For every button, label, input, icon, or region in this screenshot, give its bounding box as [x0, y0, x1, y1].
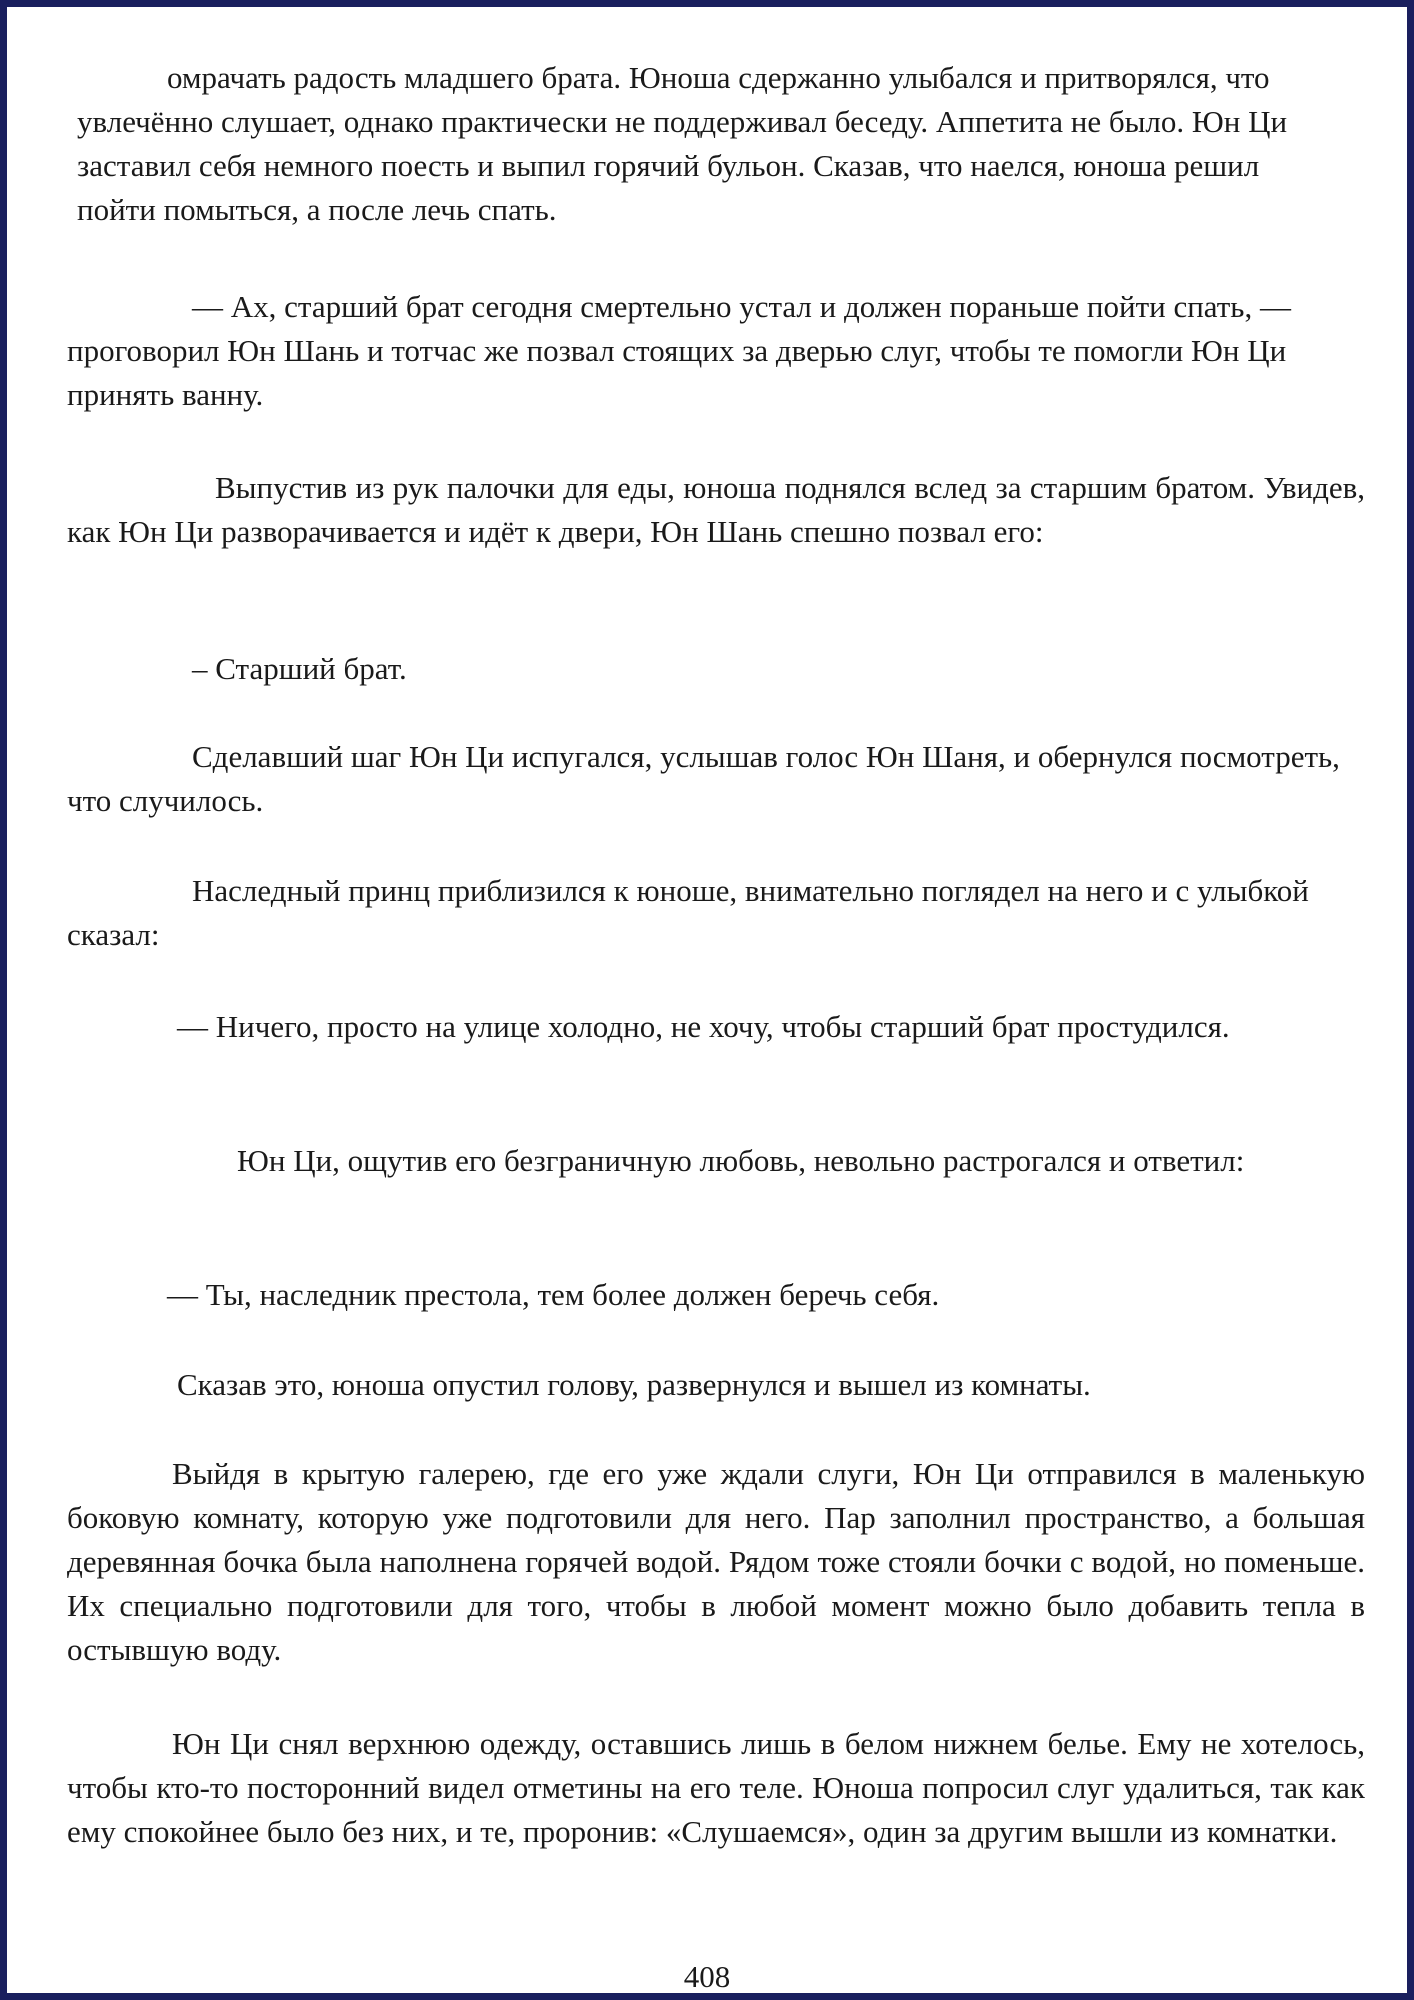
paragraph-12: Юн Ци снял верхнюю одежду, оставшись лишь в белом нижнем белье. Ему не хотелось, чтобы кто-то посторонний видел отметины на его теле. Юноша попросил слуг удалиться, так как ему спокойнее было без них, и те, проронив: «Слушаемся», один за другим вышли из комнатки.: [67, 1726, 1365, 1849]
paragraph-8: Юн Ци, ощутив его безграничную любовь, невольно растрогался и ответил:: [237, 1143, 1245, 1178]
paragraph-9: — Ты, наследник престола, тем более должен беречь себя.: [167, 1277, 940, 1312]
paragraph-10: Сказав это, юноша опустил голову, развернулся и вышел из комнаты.: [177, 1367, 1091, 1402]
paragraph-4: – Старший брат.: [192, 651, 407, 686]
paragraph-1: омрачать радость младшего брата. Юноша сдержанно улыбался и притворялся, что увлечённо слушает, однако практически не поддерживал беседу. Аппетита не было. Юн Ци заставил себя немного поесть и выпил горячий бульон. Сказав, что наелся, юноша решил пойти помыться, а после лечь спать.: [77, 60, 1288, 227]
paragraph-2: — Ах, старший брат сегодня смертельно устал и должен пораньше пойти спать, — проговорил Юн Шань и тотчас же позвал стоящих за дверью слуг, чтобы те помогли Юн Ци принять ванну.: [67, 289, 1291, 412]
paragraph-11: Выйдя в крытую галерею, где его уже ждали слуги, Юн Ци отправился в маленькую боковую комнату, которую уже подготовили для него. Пар заполнил пространство, а большая деревянная бочка была наполнена горячей водой. Рядом тоже стояли бочки с водой, но поменьше. Их специально подготовили для того, чтобы в любой момент можно было добавить тепла в остывшую воду.: [67, 1456, 1365, 1667]
paragraph-3: Выпустив из рук палочки для еды, юноша поднялся вслед за старшим братом. Увидев, как Юн Ци разворачивается и идёт к двери, Юн Шань спешно позвал его:: [67, 470, 1365, 549]
paragraph-5: Сделавший шаг Юн Ци испугался, услышав голос Юн Шаня, и обернулся посмотреть, что случилось.: [67, 739, 1340, 818]
paragraph-7: — Ничего, просто на улице холодно, не хочу, чтобы старший брат простудился.: [177, 1009, 1230, 1044]
paragraph-6: Наследный принц приблизился к юноше, внимательно поглядел на него и с улыбкой сказал:: [67, 873, 1309, 952]
page-number: 408: [683, 1959, 731, 1994]
